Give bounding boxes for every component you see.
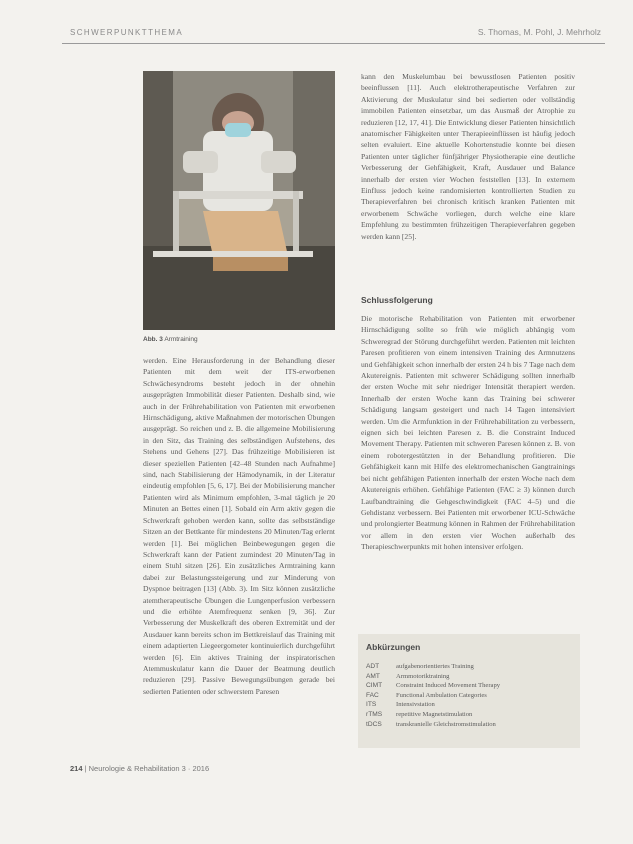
figure-caption-label: Abb. 3 bbox=[143, 336, 163, 343]
abbreviations-title: Abkürzungen bbox=[366, 642, 421, 652]
abbreviations-box bbox=[358, 634, 580, 748]
right-column-intro bbox=[361, 71, 575, 242]
figure-caption-text: Armtraining bbox=[164, 336, 198, 343]
abbreviation-value: transkranielle Gleichstromstimulation bbox=[396, 720, 496, 728]
abbreviation-row bbox=[366, 662, 572, 672]
page-footer bbox=[70, 764, 209, 773]
abbreviation-value: Constraint Induced Movement Therapy bbox=[396, 682, 501, 690]
abbreviations-list bbox=[366, 662, 572, 729]
abbreviation-key: FAC bbox=[366, 691, 379, 699]
abbreviation-value: Armmotoriktraining bbox=[396, 672, 450, 680]
abbreviation-row bbox=[366, 691, 572, 701]
abbreviation-key: CIMT bbox=[366, 682, 383, 690]
abbreviation-key: tDCS bbox=[366, 720, 382, 728]
body-paragraph: werden. Eine Herausforderung in der Behandlung dieser Patienten mit dem weit der ITS-erworbenen Schwächesyndroms besteht jedoch in der ohnehin ausgeprägten Immobilität dieser Patienten. Deshalb sind, wie auch in der Frührehabilitation von Patienten mit erworbenen Hirnschädigung, aktive Maßnahmen der motorischen Übungen ausgeprägt. So reichen und z. B. die allgemeine Mobilisierung in den Sitz, das Training des selbständigen Aufstehens, des Stehens und Gehens [27]. Das frühzeitige Mobilisieren ist dieser speziellen Patienten [42–48 Stunden nach Aufnahme] sind, nach Stabilisierung der Hämodynamik, in der Literatur eindeutig empfohlen [5, 6, 17]. Bei der Mobilisierung mancher Patienten wird als Minimum empfohlen, 3-mal täglich je 20 Minuten an Bettes einen [1]. Sobald ein Arm aktiv gegen die Schwerkraft gehoben werden kann, sollte das selbstständige Sitzen an der Bettkante für mindestens 20 Minuten/Tag erlernt werden [1]. Bei möglichen Beinbewegungen gegen die Schwerkraft kann der Patient zumindest 20 Minuten/Tag in einem Stuhl sitzen [26]. Ein zusätzliches Armtraining kann dabei zur Belastungssteigerung und zur Minderung von Dyspnoe beitragen [13] (Abb. 3). Im Sitz können zusätzliche atemtherapeutische Übungen die Lungenperfusion verbessern und die erhöhte Atemfrequenz senken [9, 36]. Zur Verbesserung der Muskelkraft des oberen Extremität und der Ausdauer kann bereits schon im Bettkreislauf das Training mit einem adaptierten Liegeergometer kontinuierlich durchgeführt werden [6]. Ein aktives Training der inspiratorischen Atemmuskulatur kann die Dauer der Beatmung deutlich reduzieren [29]. Passive Bewegungsübungen gerade bei sedierten Patienten oder schwerstem Paresen bbox=[143, 356, 335, 696]
abbreviation-key: rTMS bbox=[366, 710, 383, 718]
abbreviation-key: AMT bbox=[366, 672, 380, 680]
figure-caption bbox=[143, 336, 198, 343]
abbreviation-row bbox=[366, 700, 572, 710]
abbreviation-value: aufgabenorientiertes Training bbox=[396, 663, 474, 670]
abbreviation-value: Intensivstation bbox=[396, 701, 435, 709]
author-line: S. Thomas, M. Pohl, J. Mehrholz bbox=[477, 27, 601, 37]
right-column-conclusion bbox=[361, 313, 575, 553]
figure-photo-arm-training bbox=[143, 71, 335, 330]
abbreviation-value: repetitive Magnetstimulation bbox=[396, 710, 473, 718]
journal-name: | Neurologie & Rehabilitation 3 · 2016 bbox=[84, 764, 210, 773]
abbreviation-key: ITS bbox=[366, 701, 377, 709]
abbreviation-value: Functional Ambulation Categories bbox=[396, 691, 487, 699]
section-heading-conclusion: Schlussfolgerung bbox=[361, 295, 433, 305]
abbreviation-row bbox=[366, 681, 572, 691]
left-column-text bbox=[143, 355, 335, 697]
header-rule bbox=[62, 43, 605, 44]
body-paragraph: kann den Muskelumbau bei bewusstlosen Patienten positiv beeinflussen [11]. Auch elektrotherapeutische Verfahren zur Aktivierung der Muskulatur sind bei sedierten oder vollständig immobilen Patienten einsetzbar, um das Ausmaß der Atrophie zu reduzieren [12, 17, 41]. Die Entwicklung dieser Patienten hinsichtlich anatomischer Fähigkeiten unter Therapieeinflüssen ist häufig jedoch selten evaluiert. Eine aktuelle Kohortenstudie konnte bei diesen Patienten unter täglicher fünfjähriger Physiotherapie eine deutliche Verbesserung der Gehfähigkeit, Kraft, Ausdauer und Balance innerhalb der ersten vier Wochen feststellen [13]. In externem Einfluss jedoch keine randomisierten kontrollierten Studien zu Therapieverfahren bei chronisch kritisch kranken Patienten mit erworbenem Schwäche vorliegen, durch welche eine klare Empfehlung zu bestimmten frühzeitigen Therapieverfahren gegeben werden kann [25]. bbox=[361, 72, 575, 241]
photo-illustration bbox=[143, 71, 335, 330]
abbreviation-row bbox=[366, 720, 572, 730]
body-paragraph: Die motorische Rehabilitation von Patienten mit erworbener Hirnschädigung sollte so früh wie möglich abhängig vom Schweregrad der Störung durchgeführt werden. Patienten mit leichten Paresen profitieren von einem intensiven Training des Armnutzens und Gehfähigkeit schon innerhalb der ersten 24 h bis 7 Tage nach dem Akutereignis. Patienten mit schwerer Schädigung sollten innerhalb der ersten Woche mit sehr niedriger Intensität therapiert werden. Innerhalb der ersten Woche kann das Training bei schwerer Schädigung langsam gesteigert und nach 14 Tagen intensiviert werden. Um die Armfunktion in der Frührehabilitation zu verbessern, eignen sich bei leichten Paresen z. B. die Constraint Induced Movement Therapy. Patienten mit schweren Paresen können z. B. von einem robotergestützten in der Behandlung profitieren. Die Gehfähigkeit kann mit Hilfe des elektromechanischen Gangtrainings bei nicht gehfähigen Patienten innerhalb der ersten Woche nach dem Akutereignis erhöhen. Gehfähige Patienten (FAC ≥ 3) können durch Laufbandtraining die Gehgeschwindigkeit (FAC 4–5) und die Gehdistanz verbessern. Bei Patienten mit erworbener ICU-Schwäche und prolongierter Beatmung können in Rahmen der Frührehabilitation vor allem in den ersten vier Wochen außerhalb des Therapieschwerpunkts mit hohen intensiver erfolgen. bbox=[361, 314, 576, 552]
abbreviation-row bbox=[366, 710, 572, 720]
abbreviation-row bbox=[366, 672, 572, 682]
section-header: SCHWERPUNKTTHEMA bbox=[70, 28, 184, 37]
abbreviation-key: ADT bbox=[366, 663, 380, 670]
page-number: 214 bbox=[70, 764, 83, 773]
